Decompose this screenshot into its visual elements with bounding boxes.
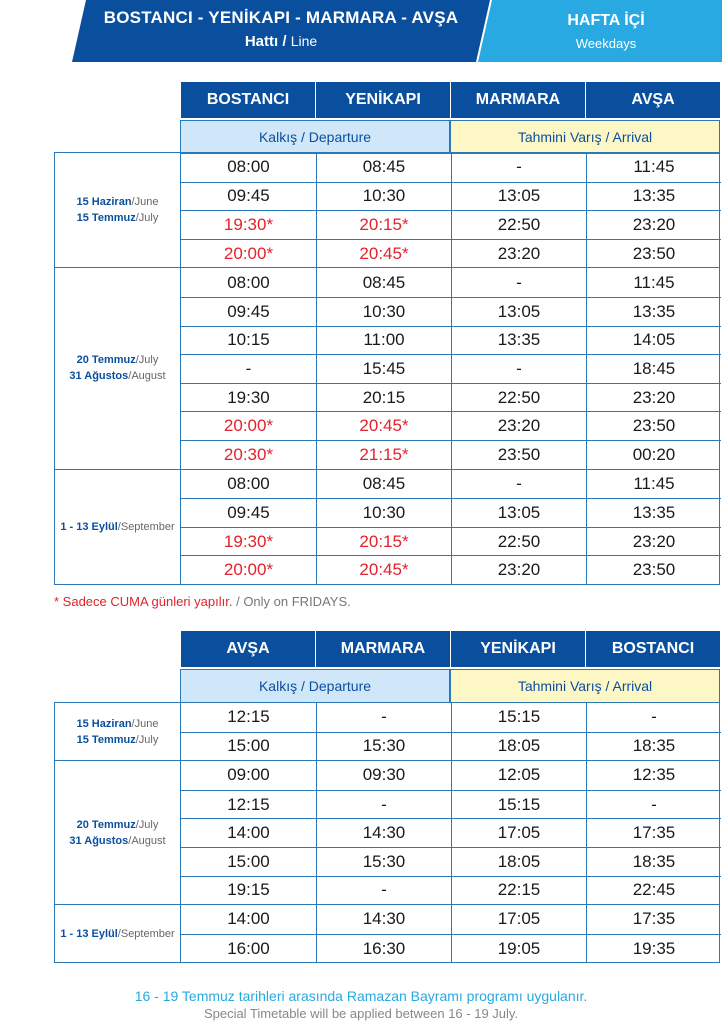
time-cell: 08:00 [227, 157, 270, 177]
time-cell: 08:45 [316, 470, 451, 499]
column-header: BOSTANCI [181, 82, 315, 118]
time-cell: 23:50 [451, 441, 586, 469]
time-cell: 23:20 [586, 528, 721, 556]
time-cell: 09:45 [227, 502, 270, 522]
time-cell: 08:00 [227, 473, 270, 493]
time-cell: 15:00 [227, 736, 270, 756]
time-cell: 19:15 [227, 880, 270, 900]
timetable-row [181, 847, 721, 876]
day-type-subtitle: Weekdays [575, 36, 637, 51]
date-range-group [54, 904, 720, 963]
time-cell: - [316, 877, 451, 905]
time-cell: 11:00 [316, 327, 451, 355]
column-header: AVŞA [181, 631, 315, 667]
time-cell: 20:30* [223, 444, 274, 464]
time-cell: - [451, 153, 586, 182]
date-range-tr: 15 Temmuz [76, 733, 136, 746]
date-range-tr: 20 Temmuz [76, 354, 136, 367]
date-range-label [55, 153, 181, 267]
time-cell: 12:35 [586, 761, 721, 790]
column-header-row [180, 631, 720, 667]
timetable-row [181, 470, 721, 499]
date-range-en: /July [135, 212, 159, 225]
time-cell: 15:15 [451, 703, 586, 732]
date-range-line [69, 833, 165, 849]
time-cell: 13:05 [451, 183, 586, 211]
time-cell: - [451, 470, 586, 499]
time-cell: 08:45 [316, 268, 451, 297]
date-range-line [77, 817, 159, 833]
date-range-line [60, 926, 174, 942]
timetable-row [181, 732, 721, 761]
time-cell: 18:05 [451, 848, 586, 876]
time-cell: 22:50 [451, 528, 586, 556]
time-cell: 20:00* [223, 243, 274, 263]
subheader-row [180, 120, 720, 154]
time-cell: 18:05 [451, 733, 586, 761]
time-cell: 17:35 [586, 819, 721, 847]
timetable-row [181, 326, 721, 355]
date-range-en: /August [128, 370, 166, 383]
timetable-row [181, 268, 721, 297]
time-cell: 00:20 [586, 441, 721, 469]
time-cell: 23:20 [451, 412, 586, 440]
date-range-tr: 15 Haziran [76, 196, 132, 209]
friday-note-en: / Only on FRIDAYS. [232, 594, 351, 609]
date-range-tr: 1 - 13 Eylül [60, 927, 118, 940]
date-range-en: /July [135, 818, 159, 831]
timetable-row [181, 703, 721, 732]
time-cell: 14:05 [586, 327, 721, 355]
time-cell: 20:15 [316, 384, 451, 412]
route-title: BOSTANCI - YENİKAPI - MARMARA - AVŞA [103, 8, 459, 27]
date-range-group [54, 469, 720, 585]
date-range-group [54, 267, 720, 469]
timetable-row [181, 761, 721, 790]
time-cell: - [451, 268, 586, 297]
column-header: BOSTANCI [586, 631, 720, 667]
date-range-group [54, 760, 720, 905]
column-header: AVŞA [586, 82, 720, 118]
time-cell: 10:30 [316, 298, 451, 326]
time-cell: 19:30* [223, 214, 274, 234]
date-range-line [77, 716, 159, 732]
line-label-en: Line [290, 33, 318, 49]
time-cell: - [451, 355, 586, 383]
time-cell: 09:45 [227, 301, 270, 321]
timetable-row [181, 818, 721, 847]
line-label [72, 33, 490, 50]
time-cell: 14:30 [316, 905, 451, 934]
time-cell: 13:05 [451, 298, 586, 326]
time-cell: 20:00* [223, 560, 274, 580]
arrival-label: Tahmini Varış / Arrival [450, 120, 720, 154]
time-cell: 15:30 [316, 848, 451, 876]
time-cell: 20:45* [316, 556, 451, 584]
date-range-line [77, 194, 159, 210]
date-range-tr: 15 Temmuz [76, 212, 136, 225]
time-cell: 11:45 [586, 153, 721, 182]
time-cell: 22:50 [451, 211, 586, 239]
time-cell: 20:45* [316, 412, 451, 440]
date-range-tr: 31 Ağustos [69, 370, 129, 383]
date-range-label [55, 268, 181, 468]
date-range-tr: 1 - 13 Eylül [60, 520, 118, 533]
date-range-line [69, 368, 165, 384]
timetable-row [181, 440, 721, 469]
time-cell: 18:35 [586, 733, 721, 761]
time-cell: 11:45 [586, 268, 721, 297]
time-cell: 09:00 [227, 765, 270, 785]
time-cell: 20:45* [316, 240, 451, 268]
time-cell: 23:20 [586, 211, 721, 239]
date-range-en: /July [135, 733, 159, 746]
holiday-notice-tr: 16 - 19 Temmuz tarihleri arasında Ramazan Bayramı programı uygulanır. [134, 988, 588, 1004]
time-cell: 12:15 [227, 794, 270, 814]
timetable-row [181, 555, 721, 584]
departure-label: Kalkış / Departure [180, 669, 450, 703]
time-cell: 14:30 [316, 819, 451, 847]
time-cell: 17:05 [451, 905, 586, 934]
time-cell: 19:30 [227, 387, 270, 407]
time-cell: 20:15* [316, 211, 451, 239]
arrival-label: Tahmini Varış / Arrival [450, 669, 720, 703]
date-range-en: /September [117, 520, 175, 533]
timetable-row [181, 239, 721, 268]
column-header: YENİKAPI [316, 82, 450, 118]
time-cell: 18:35 [586, 848, 721, 876]
time-cell: 16:00 [227, 938, 270, 958]
time-cell: 15:30 [316, 733, 451, 761]
date-range-line [60, 519, 174, 535]
date-range-tr: 31 Ağustos [69, 834, 129, 847]
time-cell: 08:45 [316, 153, 451, 182]
time-cell: - [245, 358, 252, 378]
timetable-row [181, 905, 721, 934]
friday-note-tr: * Sadece CUMA günleri yapılır. [54, 594, 233, 609]
time-cell: 19:30* [223, 531, 274, 551]
time-cell: 15:15 [451, 791, 586, 819]
time-cell: 19:05 [451, 935, 586, 963]
date-range-en: /June [131, 717, 159, 730]
time-cell: 23:20 [451, 556, 586, 584]
date-range-en: /July [135, 354, 159, 367]
column-header: MARMARA [451, 82, 585, 118]
timetable-row [181, 876, 721, 905]
time-cell: 21:15* [316, 441, 451, 469]
timetable-row [181, 411, 721, 440]
time-cell: 20:00* [223, 416, 274, 436]
date-range-label [55, 761, 181, 904]
timetable-row [181, 527, 721, 556]
day-type-title: HAFTA İÇİ [567, 12, 645, 29]
time-cell: 20:15* [316, 528, 451, 556]
time-cell: 22:50 [451, 384, 586, 412]
timetable-row [181, 354, 721, 383]
time-cell: 13:35 [586, 183, 721, 211]
time-cell: 23:50 [586, 240, 721, 268]
timetable-row [181, 153, 721, 182]
time-cell: 22:45 [586, 877, 721, 905]
date-range-en: /June [131, 196, 159, 209]
time-cell: - [586, 791, 721, 819]
date-range-line [77, 732, 159, 748]
timetable-row [181, 383, 721, 412]
time-cell: 22:15 [451, 877, 586, 905]
time-cell: 11:45 [586, 470, 721, 499]
timetable-row [181, 790, 721, 819]
friday-note [54, 594, 351, 609]
time-cell: 17:05 [451, 819, 586, 847]
column-header: MARMARA [316, 631, 450, 667]
time-cell: 14:00 [227, 823, 270, 843]
time-cell: 15:00 [227, 851, 270, 871]
date-range-en: /September [117, 927, 175, 940]
time-cell: 12:05 [451, 761, 586, 790]
date-range-en: /August [128, 834, 166, 847]
timetable-row [181, 498, 721, 527]
date-range-tr: 15 Haziran [76, 717, 132, 730]
timetable-row [181, 934, 721, 963]
time-cell: 23:20 [451, 240, 586, 268]
holiday-notice-en: Special Timetable will be applied between 16 - 19 July. [203, 1006, 519, 1021]
time-cell: 10:30 [316, 499, 451, 527]
subheader-row [180, 669, 720, 703]
time-cell: 10:15 [227, 330, 270, 350]
date-range-label [55, 470, 181, 584]
date-range-label [55, 703, 181, 760]
time-cell: 08:00 [227, 272, 270, 292]
date-range-line [77, 352, 159, 368]
time-cell: 12:15 [227, 707, 270, 727]
time-cell: 23:50 [586, 412, 721, 440]
time-cell: 13:05 [451, 499, 586, 527]
time-cell: 16:30 [316, 935, 451, 963]
departure-label: Kalkış / Departure [180, 120, 450, 154]
time-cell: 13:35 [586, 298, 721, 326]
date-range-line [77, 210, 159, 226]
time-cell: 23:20 [586, 384, 721, 412]
time-cell: 09:45 [227, 186, 270, 206]
time-cell: 13:35 [586, 499, 721, 527]
column-header: YENİKAPI [451, 631, 585, 667]
time-cell: 23:50 [586, 556, 721, 584]
day-banner [478, 0, 722, 62]
time-cell: 13:35 [451, 327, 586, 355]
date-range-group [54, 702, 720, 761]
timetable-row [181, 210, 721, 239]
time-cell: 15:45 [316, 355, 451, 383]
time-cell: - [316, 703, 451, 732]
date-range-label [55, 905, 181, 962]
date-range-tr: 20 Temmuz [76, 818, 136, 831]
time-cell: - [586, 703, 721, 732]
time-cell: 14:00 [227, 909, 270, 929]
time-cell: 09:30 [316, 761, 451, 790]
timetable-row [181, 182, 721, 211]
time-cell: 19:35 [586, 935, 721, 963]
timetable-row [181, 297, 721, 326]
line-label-tr: Hattı / [244, 33, 287, 50]
date-range-group [54, 152, 720, 268]
header-banner [0, 0, 722, 62]
time-cell: - [316, 791, 451, 819]
column-header-row [180, 82, 720, 118]
time-cell: 10:30 [316, 183, 451, 211]
time-cell: 18:45 [586, 355, 721, 383]
time-cell: 17:35 [586, 905, 721, 934]
